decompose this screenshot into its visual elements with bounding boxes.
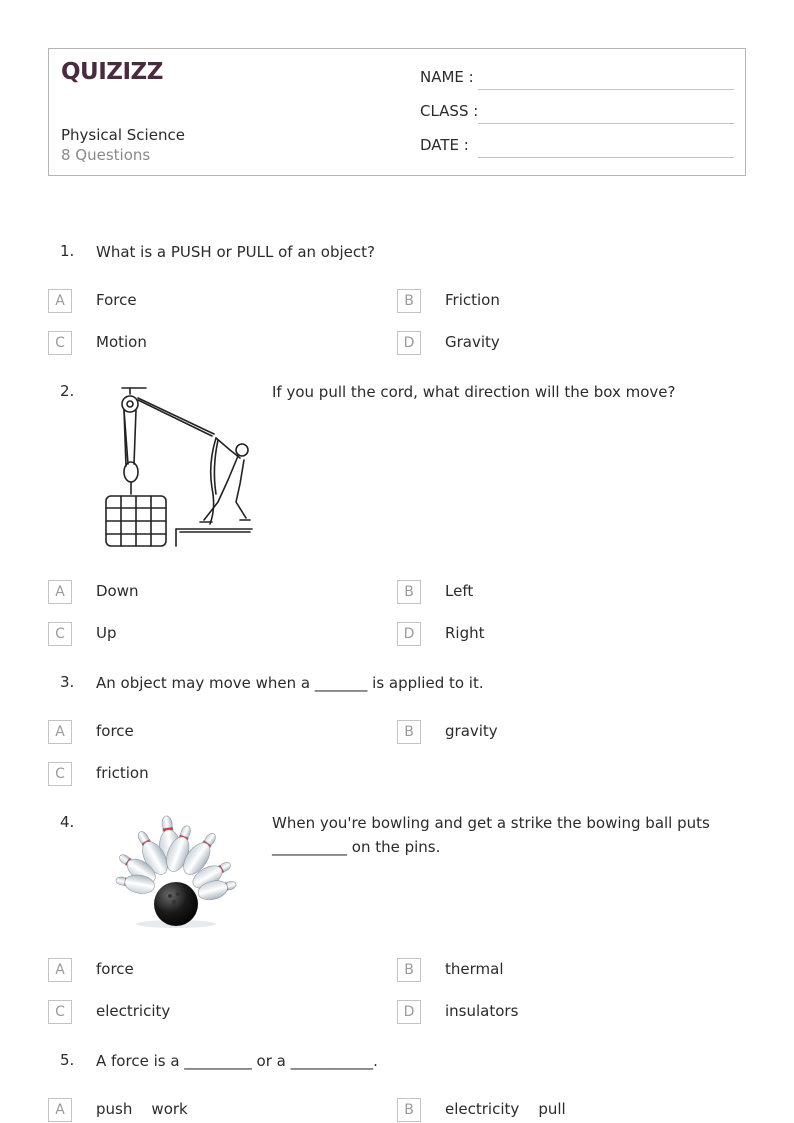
option-text: electricity pull [445, 1100, 566, 1118]
option-letter-box: B [397, 580, 421, 604]
option-letter-box: C [48, 331, 72, 355]
option-text: insulators [445, 1002, 519, 1020]
date-field[interactable] [478, 157, 734, 158]
name-label: NAME : [420, 68, 474, 86]
option-letter-box: B [397, 289, 421, 313]
option-letter-box: C [48, 622, 72, 646]
option-letter-box: B [397, 720, 421, 744]
option-letter-box: A [48, 958, 72, 982]
option-letter-box: D [397, 622, 421, 646]
option-letter-box: A [48, 580, 72, 604]
option-letter-box: D [397, 331, 421, 355]
class-field[interactable] [478, 123, 734, 124]
question-4-number: 4. [60, 813, 75, 831]
option-letter-box: D [397, 1000, 421, 1024]
option-letter-box: A [48, 720, 72, 744]
option-text: force [96, 722, 134, 740]
option-text: electricity [96, 1002, 171, 1020]
worksheet-header [48, 48, 746, 176]
option-text: push work [96, 1100, 188, 1118]
quizizz-logo: QUIZIZZ [61, 59, 163, 85]
name-field[interactable] [478, 89, 734, 90]
option-text: Force [96, 291, 137, 309]
bowling-strike-illustration [96, 812, 258, 932]
option-text: Gravity [445, 333, 500, 351]
option-letter-box: C [48, 1000, 72, 1024]
option-letter-box: B [397, 1098, 421, 1122]
option-text: Down [96, 582, 139, 600]
worksheet-subject: Physical Science [61, 126, 185, 144]
option-text: Motion [96, 333, 147, 351]
option-text: friction [96, 764, 149, 782]
pulley-illustration [100, 384, 256, 550]
option-text: thermal [445, 960, 504, 978]
option-text: Up [96, 624, 117, 642]
class-label: CLASS : [420, 102, 479, 120]
option-letter-box: A [48, 289, 72, 313]
question-3-number: 3. [60, 673, 75, 691]
question-2-number: 2. [60, 382, 75, 400]
question-3-text: An object may move when a _______ is applied to it. [96, 674, 484, 692]
option-letter-box: A [48, 1098, 72, 1122]
question-count: 8 Questions [61, 146, 151, 164]
date-label: DATE : [420, 136, 469, 154]
question-5-text: A force is a _________ or a ___________. [96, 1052, 378, 1070]
option-letter-box: C [48, 762, 72, 786]
option-text: Left [445, 582, 474, 600]
question-4-text: When you're bowling and get a strike the bowing ball puts __________ on the pins. [272, 814, 710, 856]
question-2-text: If you pull the cord, what direction will the box move? [272, 383, 676, 401]
option-text: gravity [445, 722, 498, 740]
question-5-number: 5. [60, 1051, 75, 1069]
question-1-number: 1. [60, 242, 75, 260]
option-text: force [96, 960, 134, 978]
option-text: Friction [445, 291, 500, 309]
question-1-text: What is a PUSH or PULL of an object? [96, 243, 375, 261]
option-letter-box: B [397, 958, 421, 982]
option-text: Right [445, 624, 485, 642]
